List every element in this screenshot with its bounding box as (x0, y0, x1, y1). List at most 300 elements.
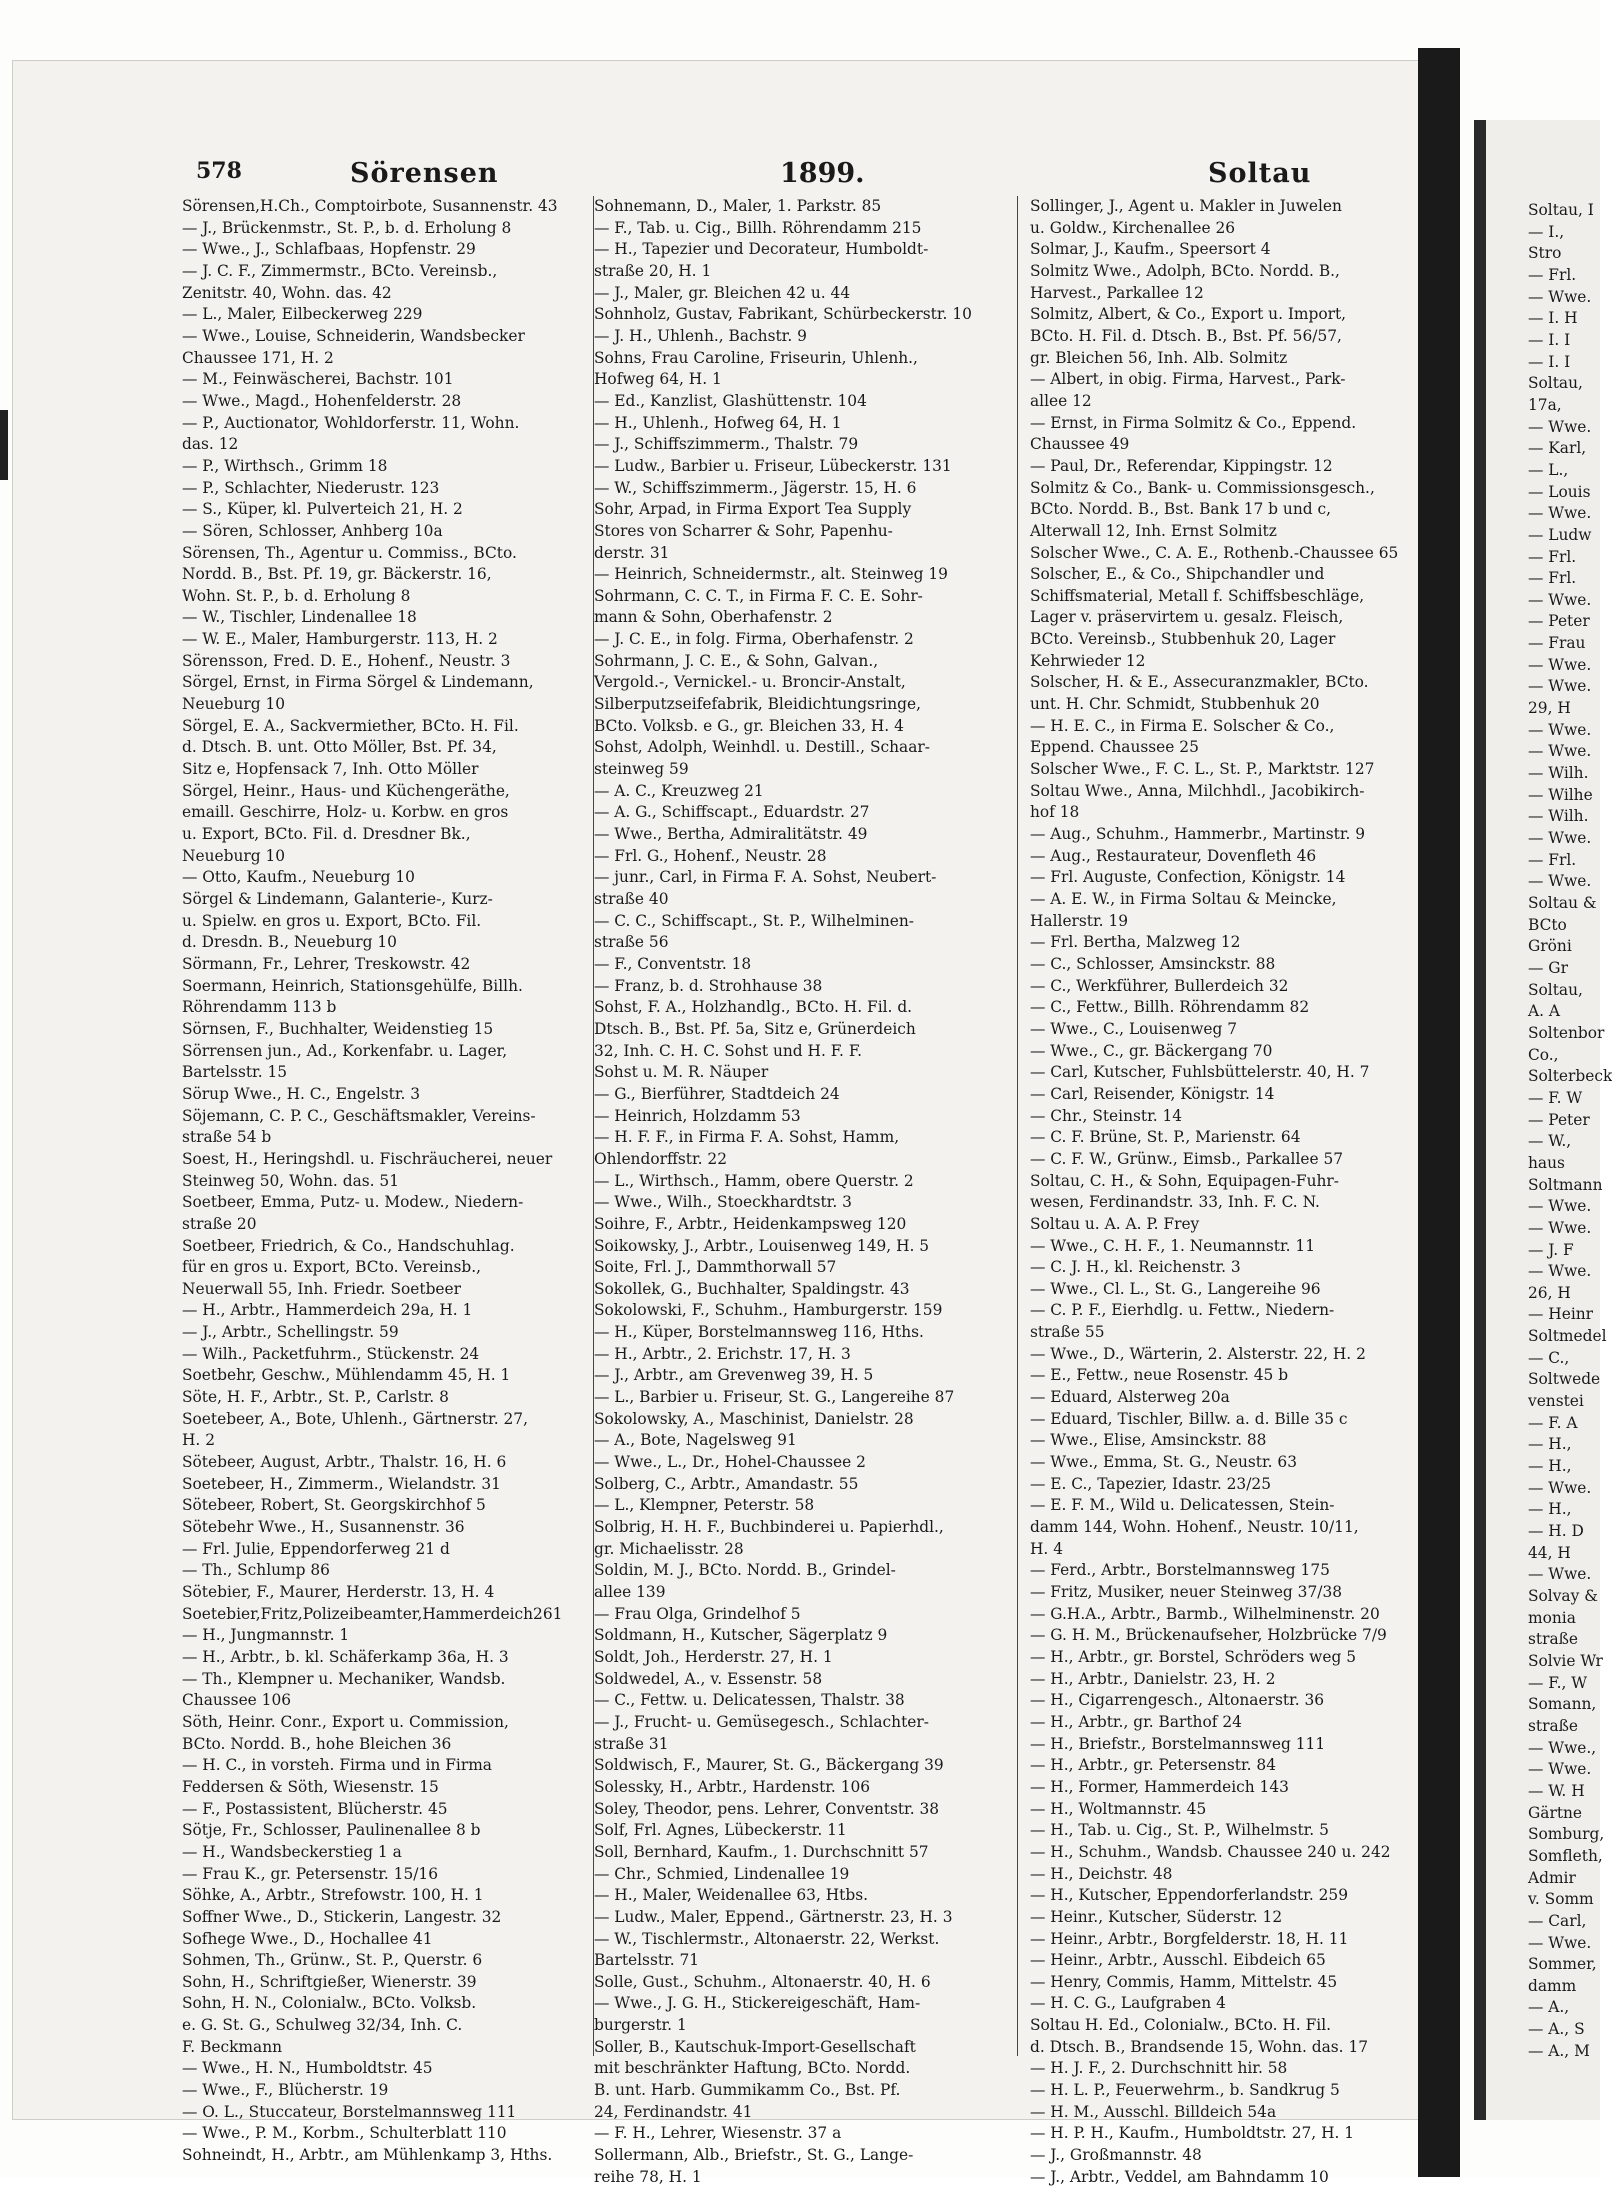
directory-entry-line: — Sören, Schlosser, Anhberg 10a (182, 521, 443, 540)
adjacent-page-line: — Wwe. (1528, 1565, 1592, 1584)
adjacent-page-line: — Wilhe (1528, 785, 1593, 804)
directory-entry-line: Chaussee 171, H. 2 (182, 348, 334, 367)
directory-entry-line: Steinweg 50, Wohn. das. 51 (182, 1171, 400, 1190)
running-head-left: Sörensen (350, 158, 499, 189)
directory-entry-line: Sohnholz, Gustav, Fabrikant, Schürbeckerstr. 10 (594, 305, 972, 324)
directory-entry-line: Solmitz & Co., Bank- u. Commissionsgesch., (1030, 478, 1375, 497)
adjacent-page-line: — L., (1528, 460, 1569, 479)
directory-entry-line: — H. E. C., in Firma E. Solscher & Co., (1030, 716, 1335, 735)
directory-entry-line: reihe 78, H. 1 (594, 2167, 702, 2186)
adjacent-page-line: — Frl. (1528, 265, 1577, 284)
directory-entry-line: — H. M., Ausschl. Billdeich 54a (1030, 2102, 1277, 2121)
directory-entry-line: — F., Conventstr. 18 (594, 954, 752, 973)
directory-entry-line: — Wwe., J. G. H., Stickereigeschäft, Ham- (594, 1994, 921, 2013)
adjacent-page-line: Soltmann (1528, 1175, 1603, 1194)
directory-entry-line: Solberg, C., Arbtr., Amandastr. 55 (594, 1474, 859, 1493)
directory-entry-line: — Heinr., Arbtr., Borgfelderstr. 18, H. 11 (1030, 1929, 1349, 1948)
directory-entry-line: — Carl, Reisender, Königstr. 14 (1030, 1084, 1275, 1103)
directory-entry-line: Soley, Theodor, pens. Lehrer, Conventstr. 38 (594, 1799, 940, 1818)
directory-entry-line: Lager v. präservirtem u. gesalz. Fleisch, (1030, 608, 1344, 627)
directory-entry-line: — J., Arbtr., Veddel, am Bahndamm 10 (1030, 2167, 1329, 2186)
adjacent-page-line: — Wwe. (1528, 1197, 1592, 1216)
directory-entry-line: — S., Küper, kl. Pulverteich 21, H. 2 (182, 500, 463, 519)
directory-entry-line: — H., Arbtr., Hammerdeich 29a, H. 1 (182, 1301, 473, 1320)
adjacent-page-line: — Wwe. (1528, 655, 1592, 674)
page-number: 578 (196, 158, 242, 184)
adjacent-page-line: — Wilh. (1528, 764, 1589, 783)
adjacent-page-line: Soltmedel (1528, 1327, 1607, 1346)
directory-entry-line: Soldt, Joh., Herderstr. 27, H. 1 (594, 1647, 833, 1666)
directory-entry-line: gr. Michaelisstr. 28 (594, 1539, 744, 1558)
adjacent-page-line: Soltau & (1528, 894, 1597, 912)
adjacent-page-line: — Wwe. (1528, 1933, 1592, 1952)
directory-entry-line: — H., Arbtr., Danielstr. 23, H. 2 (1030, 1669, 1276, 1688)
directory-column-2 (594, 196, 1024, 2188)
directory-entry-line: Dtsch. B., Bst. Pf. 5a, Sitz e, Grünerdeich (594, 1019, 916, 1038)
directory-entry-line: — H., Schuhm., Wandsb. Chaussee 240 u. 242 (1030, 1842, 1391, 1861)
adjacent-page-line: Soltau, (1528, 374, 1583, 393)
directory-entry-line: straße 31 (594, 1734, 669, 1753)
adjacent-page-line: — Peter (1528, 612, 1590, 631)
directory-entry-line: — Frl. G., Hohenf., Neustr. 28 (594, 846, 827, 865)
directory-entry-line: — J. C. F., Zimmermstr., BCto. Vereinsb., (182, 261, 498, 280)
adjacent-page-line: monia (1528, 1608, 1576, 1627)
directory-entry-line: Sollinger, J., Agent u. Makler in Juwelen (1030, 197, 1342, 215)
adjacent-page-line: — W. H (1528, 1781, 1585, 1800)
directory-entry-line: — H. C., in vorsteh. Firma und in Firma (182, 1756, 492, 1775)
directory-entry-line: — G., Bierführer, Stadtdeich 24 (594, 1084, 840, 1103)
directory-entry-line: Sohn, H. N., Colonialw., BCto. Volksb. (182, 1994, 477, 2013)
directory-entry-line: 32, Inh. C. H. C. Sohst und H. F. F. (594, 1041, 862, 1060)
directory-entry-line: Sohnemann, D., Maler, 1. Parkstr. 85 (594, 197, 882, 215)
directory-entry-line: derstr. 31 (594, 543, 670, 562)
directory-entry-line: — P., Wirthsch., Grimm 18 (182, 456, 388, 475)
adjacent-page-line: 44, H (1528, 1543, 1571, 1562)
directory-entry-line: Sohst, F. A., Holzhandlg., BCto. H. Fil. d. (594, 998, 913, 1017)
adjacent-page-line: Stro (1528, 244, 1562, 263)
adjacent-page-line: Somann, (1528, 1695, 1597, 1714)
directory-entry-line: — C., Fettw. u. Delicatessen, Thalstr. 38 (594, 1691, 905, 1710)
directory-entry-line: Wohn. St. P., b. d. Erholung 8 (182, 586, 411, 605)
directory-entry-line: Solle, Gust., Schuhm., Altonaerstr. 40, H. 6 (594, 1972, 931, 1991)
directory-entry-line: — Ernst, in Firma Solmitz & Co., Eppend. (1030, 413, 1357, 432)
directory-entry-line: — P., Auctionator, Wohldorferstr. 11, Wohn. (182, 413, 520, 432)
directory-entry-line: emaill. Geschirre, Holz- u. Korbw. en gros (182, 803, 509, 822)
directory-entry-line: — Otto, Kaufm., Neueburg 10 (182, 868, 415, 887)
adjacent-page-line: — Wwe. (1528, 677, 1592, 696)
directory-entry-line: BCto. H. Fil. d. Dtsch. B., Bst. Pf. 56/57, (1030, 326, 1342, 345)
directory-entry-line: Soltau u. A. A. P. Frey (1030, 1214, 1200, 1233)
adjacent-page-line: Somfleth, (1528, 1846, 1603, 1865)
adjacent-page-line: — I. I (1528, 352, 1571, 371)
directory-entry-line: — G. H. M., Brückenaufseher, Holzbrücke 7/9 (1030, 1626, 1387, 1645)
directory-entry-line: — H., Arbtr., gr. Barthof 24 (1030, 1712, 1242, 1731)
adjacent-page-line: — F. W (1528, 1088, 1583, 1107)
directory-entry-line: Neueburg 10 (182, 846, 286, 865)
adjacent-page-line: Solvie Wr (1528, 1651, 1603, 1670)
directory-entry-line: — H., Küper, Borstelmannsweg 116, Hths. (594, 1323, 924, 1342)
directory-entry-line: — J., Schiffszimmerm., Thalstr. 79 (594, 435, 859, 454)
directory-entry-line: — J., Großmannstr. 48 (1030, 2146, 1202, 2165)
directory-entry-line: Soetebeer, H., Zimmerm., Wielandstr. 31 (182, 1474, 501, 1493)
directory-entry-line: BCto. Nordd. B., Bst. Bank 17 b und c, (1030, 500, 1331, 519)
directory-entry-line: — Frau Olga, Grindelhof 5 (594, 1604, 801, 1623)
directory-entry-line: straße 56 (594, 933, 669, 952)
directory-entry-line: — Frau K., gr. Petersenstr. 15/16 (182, 1864, 439, 1883)
adjacent-page-line: Soltwede (1528, 1370, 1601, 1389)
directory-entry-line: — Wwe., Louise, Schneiderin, Wandsbecker (182, 326, 525, 345)
adjacent-page-line: — Karl, (1528, 439, 1587, 458)
adjacent-page-line: 17a, (1528, 395, 1562, 414)
directory-entry-line: — H. L. P., Feuerwehrm., b. Sandkrug 5 (1030, 2081, 1340, 2100)
directory-entry-line: BCto. Nordd. B., hohe Bleichen 36 (182, 1734, 452, 1753)
directory-entry-line: — H. C. G., Laufgraben 4 (1030, 1994, 1226, 2013)
directory-entry-line: — H. F. F., in Firma F. A. Sohst, Hamm, (594, 1128, 900, 1147)
directory-entry-line: — Aug., Schuhm., Hammerbr., Martinstr. 9 (1030, 825, 1366, 844)
adjacent-page-line: Solterbeck (1528, 1067, 1612, 1086)
directory-entry-line: B. unt. Harb. Gummikamm Co., Bst. Pf. (594, 2081, 901, 2100)
directory-entry-line: Soltau, C. H., & Sohn, Equipagen-Fuhr- (1030, 1171, 1339, 1190)
directory-entry-line: — Aug., Restaurateur, Dovenfleth 46 (1030, 846, 1317, 865)
directory-entry-line: Solscher, H. & E., Assecuranzmakler, BCto. (1030, 673, 1369, 692)
directory-entry-line: — Wwe., Magd., Hohenfelderstr. 28 (182, 391, 462, 410)
directory-entry-line: Sofhege Wwe., D., Hochallee 41 (182, 1929, 433, 1948)
directory-entry-line: gr. Bleichen 56, Inh. Alb. Solmitz (1030, 348, 1288, 367)
adjacent-page-line: — Wwe., (1528, 1738, 1597, 1757)
adjacent-page-column (1528, 200, 1612, 2062)
directory-entry-line: Eppend. Chaussee 25 (1030, 738, 1199, 757)
adjacent-page-line: — Wwe. (1528, 720, 1592, 739)
directory-entry-line: — Frl. Bertha, Malzweg 12 (1030, 933, 1241, 952)
adjacent-page-line: v. Somm (1528, 1890, 1594, 1909)
directory-column-1 (182, 196, 602, 2167)
directory-entry-line: — C. C., Schiffscapt., St. P., Wilhelminen- (594, 911, 914, 930)
directory-entry-line: — Ludw., Maler, Eppend., Gärtnerstr. 23, H. 3 (594, 1907, 953, 1926)
directory-entry-line: — J., Frucht- u. Gemüsegesch., Schlachter- (594, 1712, 929, 1731)
directory-entry-line: Sollermann, Alb., Briefstr., St. G., Lange- (594, 2146, 914, 2165)
directory-entry-line: — Eduard, Alsterweg 20a (1030, 1388, 1230, 1407)
directory-entry-line: Sohns, Frau Caroline, Friseurin, Uhlenh., (594, 348, 918, 367)
directory-entry-line: — A. C., Kreuzweg 21 (594, 781, 764, 800)
directory-entry-line: — E. F. M., Wild u. Delicatessen, Stein- (1030, 1496, 1335, 1515)
directory-entry-line: — Th., Schlump 86 (182, 1561, 330, 1580)
directory-entry-line: Soetebeer, A., Bote, Uhlenh., Gärtnerstr. 27, (182, 1409, 528, 1428)
adjacent-page-line: — H., (1528, 1435, 1572, 1454)
directory-entry-line: — Heinrich, Holzdamm 53 (594, 1106, 801, 1125)
directory-entry-line: Silberputzseifefabrik, Bleidichtungsringe, (594, 695, 921, 714)
directory-entry-line: Sohmen, Th., Grünw., St. P., Querstr. 6 (182, 1951, 483, 1970)
directory-entry-line: — Carl, Kutscher, Fuhlsbüttelerstr. 40, H. 7 (1030, 1063, 1370, 1082)
directory-entry-line: straße 20, H. 1 (594, 261, 712, 280)
directory-entry-line: — F., Postassistent, Blücherstr. 45 (182, 1799, 448, 1818)
directory-entry-line: Soltau H. Ed., Colonialw., BCto. H. Fil. (1030, 2016, 1332, 2035)
directory-entry-line: Soltau Wwe., Anna, Milchhdl., Jacobikirch- (1030, 781, 1365, 800)
directory-entry-line: Sörup Wwe., H. C., Engelstr. 3 (182, 1084, 421, 1103)
directory-entry-line: — H., Cigarrengesch., Altonaerstr. 36 (1030, 1691, 1325, 1710)
directory-entry-line: Solf, Frl. Agnes, Lübeckerstr. 11 (594, 1821, 847, 1840)
directory-entry-line: H. 2 (182, 1431, 215, 1450)
adjacent-page-line: — Wwe. (1528, 829, 1592, 848)
directory-entry-line: — Frl. Auguste, Confection, Königstr. 14 (1030, 868, 1346, 887)
directory-entry-line: Soldmann, H., Kutscher, Sägerplatz 9 (594, 1626, 888, 1645)
directory-entry-line: Sötebier, F., Maurer, Herderstr. 13, H. 4 (182, 1583, 495, 1601)
adjacent-page-line: — J. F (1528, 1240, 1574, 1259)
directory-entry-line: — Henry, Commis, Hamm, Mittelstr. 45 (1030, 1972, 1338, 1991)
directory-entry-line: Solbrig, H. H. F., Buchbinderei u. Papierhdl., (594, 1518, 944, 1537)
directory-entry-line: — Wwe., C., Louisenweg 7 (1030, 1019, 1238, 1038)
directory-entry-line: Soermann, Heinrich, Stationsgehülfe, Billh. (182, 976, 523, 995)
directory-entry-line: steinweg 59 (594, 760, 689, 779)
directory-entry-line: allee 139 (594, 1583, 666, 1601)
directory-entry-line: — Ed., Kanzlist, Glashüttenstr. 104 (594, 391, 867, 410)
directory-entry-line: — Wwe., P. M., Korbm., Schulterblatt 110 (182, 2124, 507, 2143)
adjacent-page-line: — W., (1528, 1132, 1572, 1151)
directory-entry-line: Bartelsstr. 15 (182, 1063, 288, 1082)
adjacent-page-line: — A., M (1528, 2041, 1590, 2060)
directory-entry-line: — Paul, Dr., Referendar, Kippingstr. 12 (1030, 456, 1333, 475)
running-head-right: Soltau (1208, 158, 1312, 189)
directory-entry-line: — M., Feinwäscherei, Bachstr. 101 (182, 370, 454, 389)
directory-entry-line: — Wilh., Packetfuhrm., Stückenstr. 24 (182, 1344, 480, 1363)
directory-entry-line: — W., Schiffszimmerm., Jägerstr. 15, H. 6 (594, 478, 917, 497)
directory-entry-line: Sohr, Arpad, in Firma Export Tea Supply (594, 500, 912, 519)
directory-entry-line: Ohlendorffstr. 22 (594, 1149, 727, 1168)
directory-entry-line: Bartelsstr. 71 (594, 1951, 700, 1970)
directory-entry-line: — Heinr., Kutscher, Süderstr. 12 (1030, 1907, 1283, 1926)
directory-entry-line: — L., Wirthsch., Hamm, obere Querstr. 2 (594, 1171, 914, 1190)
directory-entry-line: Chaussee 106 (182, 1691, 292, 1710)
directory-entry-line: straße 54 b (182, 1128, 272, 1147)
adjacent-page-line: — H., (1528, 1457, 1572, 1476)
directory-entry-line: Sohn, H., Schriftgießer, Wienerstr. 39 (182, 1972, 477, 1991)
directory-entry-line: — C. F. W., Grünw., Eimsb., Parkallee 57 (1030, 1149, 1344, 1168)
directory-entry-line: — Wwe., F., Blücherstr. 19 (182, 2081, 389, 2100)
directory-entry-line: Sötebeer, Robert, St. Georgskirchhof 5 (182, 1496, 486, 1515)
directory-entry-line: straße 40 (594, 890, 669, 908)
directory-entry-line: — H., Tapezier und Decorateur, Humboldt- (594, 240, 929, 259)
directory-entry-line: Solmitz, Albert, & Co., Export u. Import, (1030, 305, 1347, 324)
directory-entry-line: Sohst, Adolph, Weinhdl. u. Destill., Schaar- (594, 738, 930, 757)
adjacent-page-line: A. A (1528, 1002, 1561, 1021)
adjacent-page-line: Solvay & (1528, 1587, 1598, 1605)
directory-entry-line: Röhrendamm 113 b (182, 998, 337, 1017)
directory-entry-line: Sötje, Fr., Schlosser, Paulinenallee 8 b (182, 1821, 481, 1840)
directory-column-3 (1030, 196, 1445, 2188)
adjacent-page-line: — Wilh. (1528, 807, 1589, 826)
adjacent-page-line: — Gr (1528, 958, 1568, 977)
adjacent-page-line: — Wwe. (1528, 1760, 1592, 1779)
directory-entry-line: — C., Fettw., Billh. Röhrendamm 82 (1030, 998, 1310, 1017)
adjacent-page-line: — Wwe. (1528, 1262, 1592, 1281)
directory-entry-line: Soite, Frl. J., Dammthorwall 57 (594, 1258, 837, 1277)
adjacent-page-line: BCto (1528, 915, 1567, 934)
directory-entry-line: straße 20 (182, 1214, 257, 1233)
directory-entry-line: — Heinr., Arbtr., Ausschl. Eibdeich 65 (1030, 1951, 1326, 1970)
directory-entry-line: Soetebier,Fritz,Polizeibeamter,Hammerdeich261 (182, 1604, 563, 1623)
directory-entry-line: — A., Bote, Nagelsweg 91 (594, 1431, 797, 1450)
directory-entry-line: BCto. Volksb. e G., gr. Bleichen 33, H. 4 (594, 716, 904, 735)
adjacent-page-line: Somburg, (1528, 1825, 1605, 1844)
adjacent-page-line: Admir (1528, 1868, 1576, 1887)
adjacent-page-line: straße (1528, 1716, 1579, 1735)
adjacent-page-line: — A., (1528, 1998, 1570, 2017)
directory-entry-line: Sörgel, Heinr., Haus- und Küchengeräthe, (182, 781, 510, 800)
adjacent-page-line: — Wwe. (1528, 872, 1592, 891)
directory-entry-line: Sötebeer, August, Arbtr., Thalstr. 16, H. 6 (182, 1453, 507, 1472)
directory-entry-line: e. G. St. G., Schulweg 32/34, Inh. C. (182, 2016, 463, 2035)
adjacent-page-line: — Peter (1528, 1110, 1590, 1129)
directory-entry-line: — C., Schlosser, Amsinckstr. 88 (1030, 954, 1276, 973)
directory-entry-line: — C. F. Brüne, St. P., Marienstr. 64 (1030, 1128, 1301, 1147)
directory-entry-line: Harvest., Parkallee 12 (1030, 283, 1204, 302)
directory-entry-line: — J., Brückenmstr., St. P., b. d. Erholung 8 (182, 218, 512, 237)
directory-entry-line: Söjemann, C. P. C., Geschäftsmakler, Vereins- (182, 1106, 536, 1125)
adjacent-page-line: 29, H (1528, 699, 1571, 718)
directory-entry-line: Solscher Wwe., F. C. L., St. P., Marktstr. 127 (1030, 760, 1375, 779)
directory-entry-line: Sörensson, Fred. D. E., Hohenf., Neustr. 3 (182, 651, 511, 670)
directory-entry-line: Hallerstr. 19 (1030, 911, 1129, 930)
directory-entry-line: Soetbeer, Friedrich, & Co., Handschuhlag. (182, 1236, 515, 1255)
directory-entry-line: Soikowsky, J., Arbtr., Louisenweg 149, H. 5 (594, 1236, 930, 1255)
directory-entry-line: — Wwe., L., Dr., Hohel-Chaussee 2 (594, 1453, 866, 1472)
directory-entry-line: — H., Briefstr., Borstelmannsweg 111 (1030, 1734, 1326, 1753)
directory-entry-line: — Wwe., C., gr. Bäckergang 70 (1030, 1041, 1273, 1060)
directory-entry-line: Soihre, F., Arbtr., Heidenkampsweg 120 (594, 1214, 907, 1233)
adjacent-page-line: — F., W (1528, 1673, 1588, 1692)
adjacent-page-line: — Wwe. (1528, 417, 1592, 436)
adjacent-page-line: — Wwe. (1528, 1478, 1592, 1497)
directory-entry-line: — Wwe., J., Schlafbaas, Hopfenstr. 29 (182, 240, 476, 259)
directory-entry-line: Soldwisch, F., Maurer, St. G., Bäckergang 39 (594, 1756, 944, 1775)
directory-entry-line: H. 4 (1030, 1539, 1063, 1558)
adjacent-page-line: Soltenbor (1528, 1023, 1605, 1042)
directory-entry-line: Solmitz Wwe., Adolph, BCto. Nordd. B., (1030, 261, 1340, 280)
directory-entry-line: — J., Arbtr., Schellingstr. 59 (182, 1323, 399, 1342)
adjacent-page-line: — Heinr (1528, 1305, 1594, 1324)
directory-entry-line: — H., Arbtr., gr. Borstel, Schröders weg 5 (1030, 1647, 1356, 1666)
directory-entry-line: Sohneindt, H., Arbtr., am Mühlenkamp 3, Hths. (182, 2146, 553, 2165)
directory-entry-line: Sokolowsky, A., Maschinist, Danielstr. 28 (594, 1409, 914, 1428)
directory-entry-line: — C., Werkführer, Bullerdeich 32 (1030, 976, 1289, 995)
directory-entry-line: Nordd. B., Bst. Pf. 19, gr. Bäckerstr. 16, (182, 565, 492, 584)
directory-entry-line: Soest, H., Heringshdl. u. Fischräucherei, neuer (182, 1149, 553, 1168)
adjacent-page-line: — Frl. (1528, 547, 1577, 566)
directory-entry-line: BCto. Vereinsb., Stubbenhuk 20, Lager (1030, 630, 1336, 649)
directory-entry-line: Solscher, E., & Co., Shipchandler und (1030, 565, 1325, 584)
directory-entry-line: — Albert, in obig. Firma, Harvest., Park- (1030, 370, 1346, 389)
directory-entry-line: Solessky, H., Arbtr., Hardenstr. 106 (594, 1777, 871, 1796)
directory-entry-line: allee 12 (1030, 391, 1092, 410)
directory-entry-line: — F. H., Lehrer, Wiesenstr. 37 a (594, 2124, 842, 2143)
directory-entry-line: — P., Schlachter, Niederustr. 123 (182, 478, 440, 497)
directory-entry-line: — F., Tab. u. Cig., Billh. Röhrendamm 215 (594, 218, 922, 237)
directory-entry-line: — Wwe., Emma, St. G., Neustr. 63 (1030, 1453, 1297, 1472)
directory-entry-line: 24, Ferdinandstr. 41 (594, 2102, 753, 2121)
directory-entry-line: damm 144, Wohn. Hohenf., Neustr. 10/11, (1030, 1518, 1359, 1537)
adjacent-page-line: — I., (1528, 222, 1565, 241)
directory-entry-line: — A. G., Schiffscapt., Eduardstr. 27 (594, 803, 870, 822)
adjacent-page-line: venstei (1528, 1392, 1584, 1411)
directory-entry-line: — C. J. H., kl. Reichenstr. 3 (1030, 1258, 1241, 1277)
directory-entry-line: Sohst u. M. R. Näuper (594, 1063, 769, 1082)
directory-entry-line: — Wwe., H. N., Humboldtstr. 45 (182, 2059, 433, 2078)
directory-entry-line: F. Beckmann (182, 2037, 283, 2056)
directory-entry-line: Sörmann, Fr., Lehrer, Treskowstr. 42 (182, 954, 471, 973)
directory-entry-line: — L., Klempner, Peterstr. 58 (594, 1496, 815, 1515)
directory-entry-line: d. Dtsch. B., Brandsende 15, Wohn. das. 17 (1030, 2037, 1369, 2056)
adjacent-page-line: — Wwe. (1528, 1218, 1592, 1237)
directory-entry-line: Soldwedel, A., v. Essenstr. 58 (594, 1669, 823, 1688)
directory-entry-line: Alterwall 12, Inh. Ernst Solmitz (1030, 521, 1277, 540)
directory-entry-line: — Chr., Steinstr. 14 (1030, 1106, 1183, 1125)
adjacent-page-line: haus (1528, 1153, 1565, 1172)
directory-entry-line: — H., Uhlenh., Hofweg 64, H. 1 (594, 413, 842, 432)
directory-entry-line: Söhke, A., Arbtr., Strefowstr. 100, H. 1 (182, 1886, 484, 1905)
directory-entry-line: Sokollek, G., Buchhalter, Spaldingstr. 43 (594, 1279, 910, 1298)
directory-entry-line: — H. P. H., Kaufm., Humboldtstr. 27, H. 1 (1030, 2124, 1355, 2143)
directory-entry-line: — C. P. F., Eierhdlg. u. Fettw., Niedern- (1030, 1301, 1335, 1320)
directory-entry-line: — L., Maler, Eilbeckerweg 229 (182, 305, 423, 324)
adjacent-page-line: — A., S (1528, 2020, 1585, 2039)
directory-entry-line: — H., Wandsbeckerstieg 1 a (182, 1842, 402, 1861)
directory-entry-line: Sokolowski, F., Schuhm., Hamburgerstr. 159 (594, 1301, 943, 1320)
directory-entry-line: — L., Barbier u. Friseur, St. G., Langereihe 87 (594, 1388, 955, 1407)
adjacent-page-line: Gärtne (1528, 1803, 1583, 1822)
directory-entry-line: hof 18 (1030, 803, 1080, 822)
directory-entry-line: d. Dtsch. B. unt. Otto Möller, Bst. Pf. 34, (182, 738, 497, 757)
adjacent-page-line: — Wwe. (1528, 742, 1592, 761)
adjacent-page-line: — I. H (1528, 309, 1578, 328)
directory-entry-line: Sörgel, E. A., Sackvermiether, BCto. H. Fil. (182, 716, 519, 735)
directory-entry-line: u. Export, BCto. Fil. d. Dresdner Bk., (182, 825, 471, 844)
adjacent-page-line: Sommer, (1528, 1955, 1597, 1974)
adjacent-page-line: — H., (1528, 1500, 1572, 1519)
directory-entry-line: — H., Arbtr., b. kl. Schäferkamp 36a, H. 3 (182, 1647, 509, 1666)
directory-entry-line: Chaussee 49 (1030, 435, 1130, 454)
adjacent-page-line: — Carl, (1528, 1911, 1587, 1930)
directory-entry-line: — H., Jungmannstr. 1 (182, 1626, 350, 1645)
directory-entry-line: Vergold.-, Vernickel.- u. Broncir-Anstalt, (594, 673, 906, 692)
directory-entry-line: — H. J. F., 2. Durchschnitt hir. 58 (1030, 2059, 1288, 2078)
adjacent-page-line: — Frl. (1528, 569, 1577, 588)
directory-entry-line: Solscher Wwe., C. A. E., Rothenb.-Chaussee 65 (1030, 543, 1399, 562)
directory-entry-line: — H., Arbtr., gr. Petersenstr. 84 (1030, 1756, 1276, 1775)
directory-entry-line: straße 55 (1030, 1323, 1105, 1342)
adjacent-page-line: — Frl. (1528, 850, 1577, 869)
directory-entry-line: — H., Tab. u. Cig., St. P., Wilhelmstr. 5 (1030, 1821, 1329, 1840)
directory-entry-line: — H., Kutscher, Eppendorferlandstr. 259 (1030, 1886, 1348, 1905)
directory-entry-line: Sörgel, Ernst, in Firma Sörgel & Lindemann, (182, 673, 534, 692)
directory-entry-line: u. Goldw., Kirchenallee 26 (1030, 218, 1236, 237)
directory-entry-line: das. 12 (182, 435, 239, 454)
directory-entry-line: Neuerwall 55, Inh. Friedr. Soetbeer (182, 1279, 461, 1298)
directory-entry-line: Sörrensen jun., Ad., Korkenfabr. u. Lager, (182, 1041, 508, 1060)
directory-entry-line: — Wwe., Elise, Amsinckstr. 88 (1030, 1431, 1267, 1450)
directory-entry-line: Sörensen,H.Ch., Comptoirbote, Susannenstr. 43 (182, 197, 558, 215)
directory-entry-line: Söth, Heinr. Conr., Export u. Commission, (182, 1712, 509, 1731)
directory-entry-line: — E. C., Tapezier, Idastr. 23/25 (1030, 1474, 1271, 1493)
adjacent-page-line: — Ludw (1528, 525, 1592, 544)
directory-entry-line: Söte, H. F., Arbtr., St. P., Carlstr. 8 (182, 1388, 449, 1407)
adjacent-page-line: — C., (1528, 1348, 1570, 1367)
directory-entry-line: Soetbeer, Emma, Putz- u. Modew., Niedern- (182, 1193, 524, 1212)
directory-entry-line: u. Spielw. en gros u. Export, BCto. Fil. (182, 911, 482, 930)
directory-entry-line: — H., Arbtr., 2. Erichstr. 17, H. 3 (594, 1344, 851, 1363)
directory-entry-line: — Wwe., Wilh., Stoeckhardtstr. 3 (594, 1193, 852, 1212)
adjacent-page-line: 26, H (1528, 1283, 1571, 1302)
directory-entry-line: — Ludw., Barbier u. Friseur, Lübeckerstr. 131 (594, 456, 952, 475)
directory-entry-line: — Fritz, Musiker, neuer Steinweg 37/38 (1030, 1583, 1343, 1601)
